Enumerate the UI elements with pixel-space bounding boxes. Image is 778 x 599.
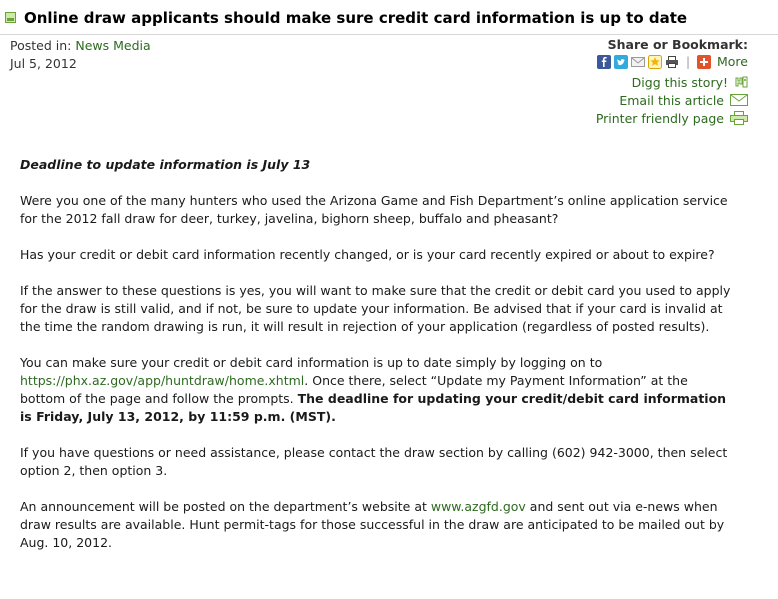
more-share-link[interactable]: More (717, 54, 748, 69)
post-meta (10, 37, 151, 73)
paragraph-6-intro: An announcement will be posted on the department’s website at (20, 499, 431, 514)
share-heading: Share or Bookmark: (607, 37, 748, 52)
email-icon[interactable] (631, 55, 645, 69)
envelope-icon (730, 94, 748, 106)
category-link[interactable]: News Media (75, 38, 151, 53)
paragraph-5: If you have questions or need assistance, please contact the draw section by calling (602) 942-3000, then select option 2, then option 3. (20, 445, 728, 478)
printer-friendly-label: Printer friendly page (595, 110, 724, 126)
paragraph-4-intro: You can make sure your credit or debit card information is up to date simply by logging on to (20, 355, 603, 370)
article-header (0, 0, 778, 35)
print-icon[interactable] (665, 55, 679, 69)
digg-link-label: Digg this story! (631, 74, 728, 90)
article-body (20, 156, 732, 570)
azgfd-website-link[interactable]: www.azgfd.gov (430, 499, 526, 514)
posted-prefix: Posted in: (10, 38, 76, 53)
deadline-statement: The deadline for updating your credit/debit card information is Friday, July 13, 2012, by 11:59 p.m. (MST). (20, 391, 727, 424)
green-square-bullet-icon (5, 12, 16, 23)
paragraph-4 (20, 354, 732, 426)
printer-friendly-link[interactable] (596, 109, 748, 127)
paragraph-6 (20, 498, 732, 552)
printer-icon (730, 111, 748, 125)
paragraph-1: Were you one of the many hunters who used the Arizona Game and Fish Department’s online application service for the 2012 fall draw for deer, turkey, javelina, bighorn sheep, buffalo and pheasant? (20, 193, 728, 226)
paragraph-2: Has your credit or debit card information recently changed, or is your card recently expired or about to expire? (20, 247, 715, 262)
digg-link[interactable] (596, 73, 748, 91)
deadline-heading: Deadline to update information is July 13 (20, 157, 311, 172)
email-article-label: Email this article (619, 92, 724, 108)
email-article-link[interactable] (596, 91, 748, 109)
favorite-star-icon[interactable] (648, 55, 662, 69)
post-date: Jul 5, 2012 (10, 56, 77, 71)
share-icon-row (597, 54, 748, 70)
paragraph-6-rest: and sent out via e-news when draw results are available. Hunt permit-tags for those successful in the draw are anticipated to be mailed out by Aug. 10, 2012. (20, 499, 725, 550)
article-title: Online draw applicants should make sure credit card information is up to date (24, 9, 688, 27)
facebook-icon[interactable] (597, 55, 611, 69)
digg-icon (734, 75, 748, 89)
twitter-icon[interactable] (614, 55, 628, 69)
share-links (596, 73, 748, 127)
huntdraw-link[interactable]: https://phx.az.gov/app/huntdraw/home.xhtml (20, 373, 305, 388)
plus-more-icon[interactable] (697, 55, 711, 69)
paragraph-3: If the answer to these questions is yes, you will want to make sure that the credit or debit card you used to apply for the draw is still valid, and if not, be sure to update your information. Be advised that if your card is invalid at the time the random drawing is run, it will result in rejection of your application (regardless of posted results). (20, 283, 731, 334)
posted-in-line (10, 37, 151, 55)
share-separator: | (685, 55, 690, 69)
paragraph-4-middle: . Once there, select “Update my Payment Information” at the bottom of the page and follow the prompts. (20, 373, 688, 406)
